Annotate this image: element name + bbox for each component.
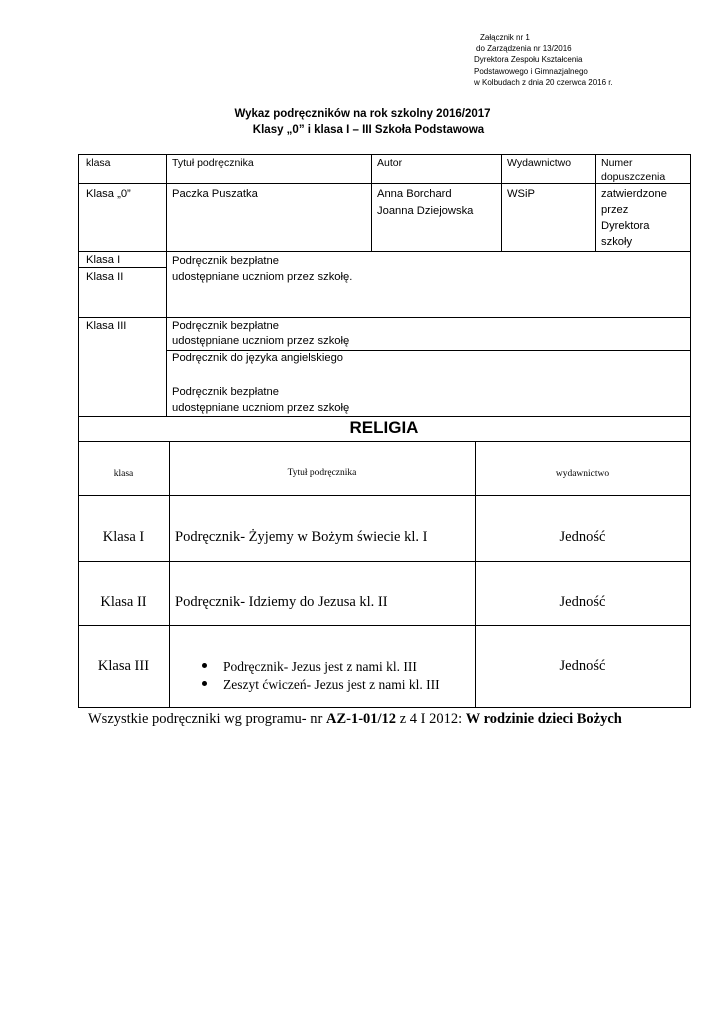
religia-row1-klasa: Klasa I (102, 529, 145, 545)
row3-b-1: Podręcznik do języka angielskiego (172, 352, 344, 364)
row3-b-2: Podręcznik bezpłatne (172, 386, 279, 398)
row0-numer-4: szkoły (601, 236, 633, 248)
annex-line-3: Dyrektora Zespołu Kształcenia (474, 55, 583, 65)
row-klasa-2: Klasa II (86, 271, 124, 283)
religia-header-wydawnictwo: wydawnictwo (555, 469, 610, 479)
row0-numer-1: zatwierdzone (601, 188, 667, 200)
footer-note: Wszystkie podręczniki wg programu- nr AZ-1-01/12 z 4 I 2012: W rodzinie dzieci Bożych (88, 711, 622, 727)
religia-row1-tytul: Podręcznik- Żyjemy w Bożym świecie kl. I (175, 529, 428, 545)
document-title: Wykaz podręczników na rok szkolny 2016/2017 (234, 108, 491, 120)
row3-b-3: udostępniane uczniom przez szkołę (172, 402, 350, 414)
document-subtitle: Klasy „0” i klasa I – III Szkoła Podstawowa (252, 124, 485, 136)
annex-line-2: do Zarządzenia nr 13/2016 (476, 44, 572, 54)
header-wydawnictwo: Wydawnictwo (507, 157, 572, 169)
row3-a-2: udostępniane uczniom przez szkołę (172, 335, 350, 347)
row0-tytul: Paczka Puszatka (172, 188, 258, 200)
religia-heading: RELIGIA (349, 418, 419, 437)
row3-a-1: Podręcznik bezpłatne (172, 320, 279, 332)
row0-numer-3: Dyrektora (601, 220, 650, 232)
religia-header-tytul: Tytuł podręcznika (287, 468, 357, 478)
header-numer: Numer (601, 157, 633, 169)
program-number: AZ-1-01/12 (325, 711, 397, 727)
religia-row3-klasa: Klasa III (97, 658, 150, 674)
row12-text-2: udostępniane uczniom przez szkołę. (172, 271, 353, 283)
bullet-dot-icon (202, 681, 207, 686)
row0-klasa: Klasa „0” (86, 188, 131, 200)
annex-note (474, 32, 613, 88)
religia-row2-tytul: Podręcznik- Idziemy do Jezusa kl. II (175, 594, 388, 610)
bullet-dot-icon (202, 663, 207, 668)
header-autor: Autor (377, 157, 403, 169)
religia-row2-klasa: Klasa II (100, 594, 147, 610)
header-dopuszczenia: dopuszczenia (601, 171, 666, 183)
row0-autor-2: Joanna Dziejowska (377, 205, 474, 217)
row0-numer-2: przez (601, 204, 629, 216)
header-tytul: Tytuł podręcznika (172, 157, 254, 169)
religia-row3-bullet-1: Podręcznik- Jezus jest z nami kl. III (202, 659, 417, 675)
row12-text-1: Podręcznik bezpłatne (172, 255, 279, 267)
header-klasa: klasa (86, 157, 111, 169)
row-klasa-1: Klasa I (86, 254, 121, 266)
row3-klasa: Klasa III (86, 320, 127, 332)
religia-row1-wydawnictwo: Jedność (559, 529, 606, 545)
row0-wydawnictwo: WSiP (507, 188, 535, 200)
annex-line-5: w Kolbudach z dnia 20 czerwca 2016 r. (474, 77, 613, 87)
program-name: W rodzinie dzieci Bożych (465, 711, 622, 727)
annex-line-4: Podstawowego i Gimnazjalnego (474, 66, 588, 76)
religia-row2-wydawnictwo: Jedność (559, 594, 606, 610)
religia-row3-wydawnictwo: Jedność (559, 658, 606, 674)
annex-line-1: Załącznik nr 1 (480, 33, 530, 42)
religia-header-klasa: klasa (113, 469, 134, 479)
row0-autor-1: Anna Borchard (377, 188, 452, 200)
religia-row3-bullet-2: Zeszyt ćwiczeń- Jezus jest z nami kl. III (202, 677, 440, 693)
